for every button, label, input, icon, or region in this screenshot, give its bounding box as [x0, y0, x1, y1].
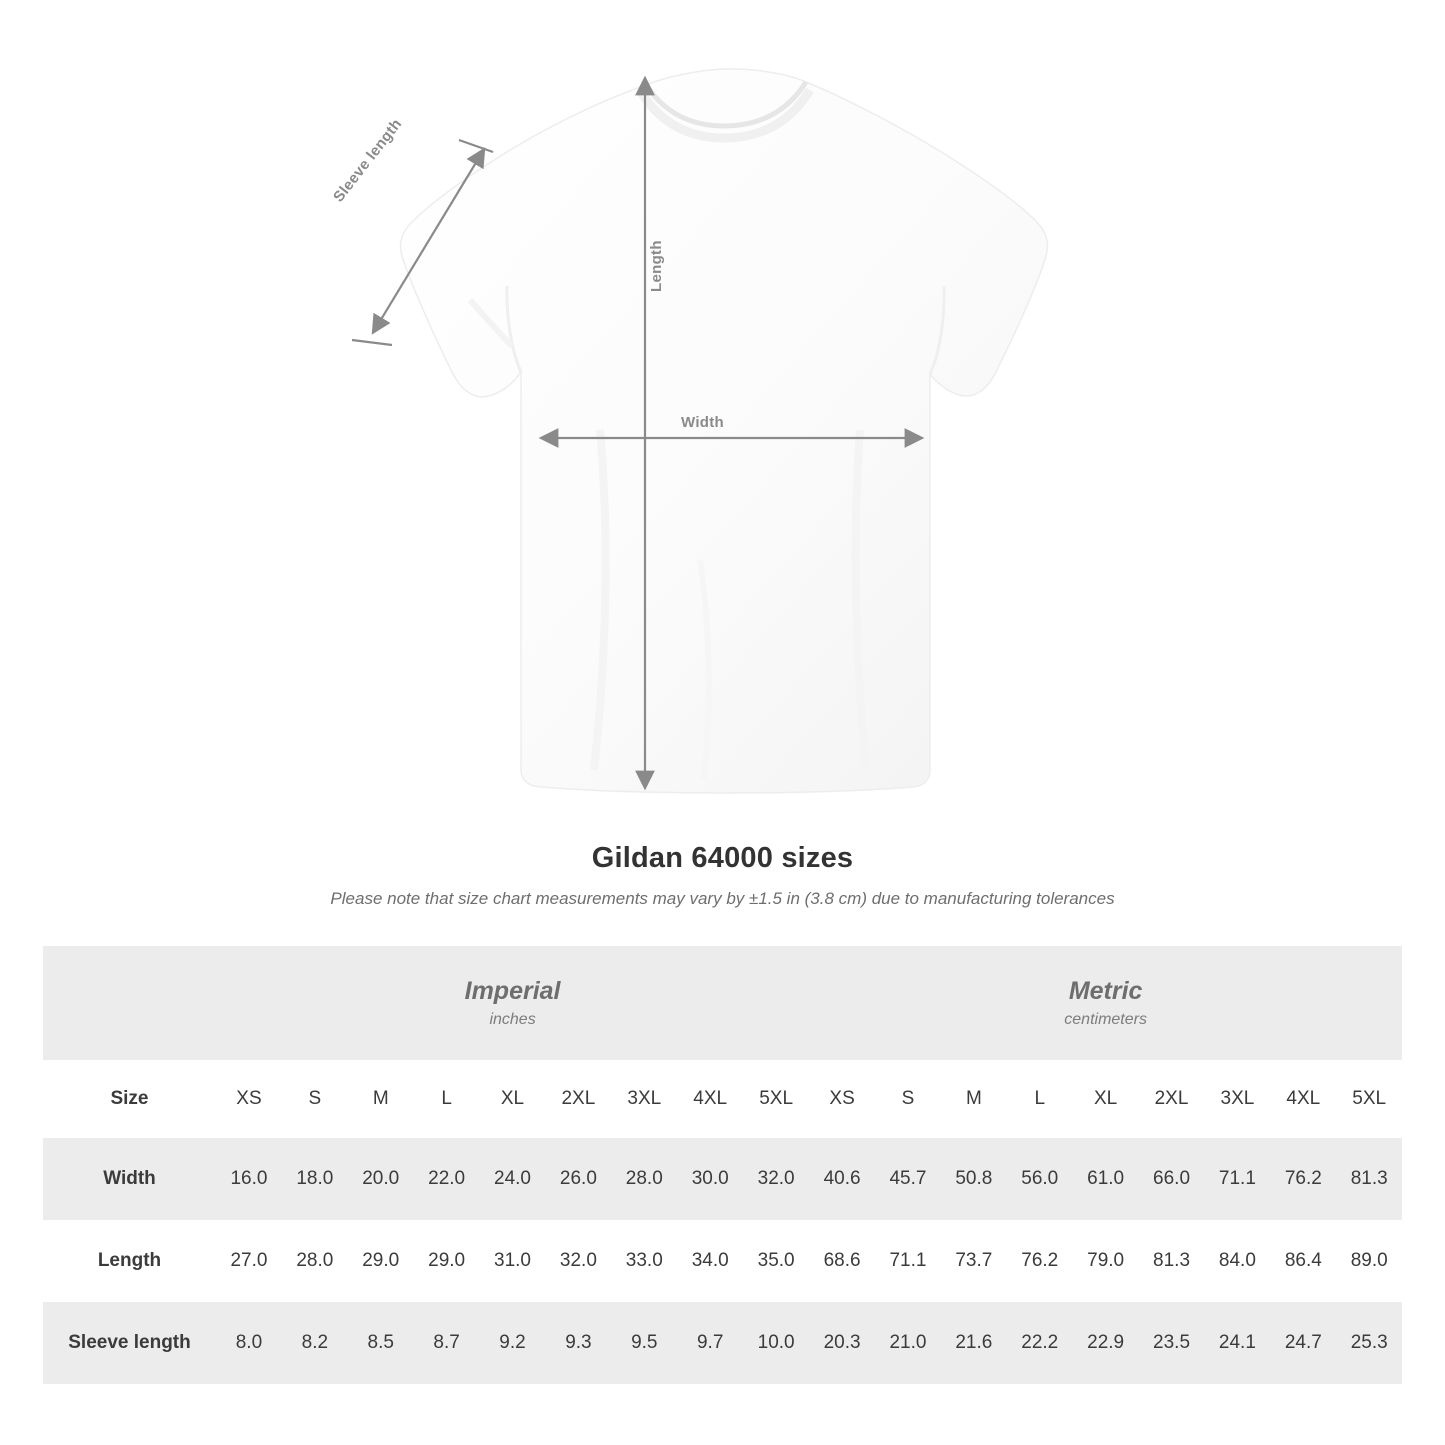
- cell-length-imperial-4xl: 34.0: [677, 1220, 743, 1302]
- cell-length-imperial-l: 29.0: [414, 1220, 480, 1302]
- cell-width-imperial-3xl: 28.0: [611, 1138, 677, 1220]
- size-header-metric-xl: XL: [1073, 1060, 1139, 1138]
- metric-group-header: [809, 946, 1402, 1060]
- cell-length-imperial-s: 28.0: [282, 1220, 348, 1302]
- cell-sleeve-metric-xs: 20.3: [809, 1302, 875, 1384]
- cell-width-imperial-2xl: 26.0: [545, 1138, 611, 1220]
- size-header-imperial-2xl: 2XL: [545, 1060, 611, 1138]
- cell-width-imperial-4xl: 30.0: [677, 1138, 743, 1220]
- cell-sleeve-imperial-s: 8.2: [282, 1302, 348, 1384]
- size-header-metric-5xl: 5XL: [1336, 1060, 1402, 1138]
- size-header-imperial-l: L: [414, 1060, 480, 1138]
- imperial-title: Imperial: [464, 976, 561, 1005]
- row-label-length: Length: [43, 1220, 216, 1302]
- cell-sleeve-metric-s: 21.0: [875, 1302, 941, 1384]
- size-table-wrapper: [43, 946, 1402, 1384]
- cell-length-metric-2xl: 81.3: [1139, 1220, 1205, 1302]
- cell-width-metric-5xl: 81.3: [1336, 1138, 1402, 1220]
- size-header-imperial-m: M: [348, 1060, 414, 1138]
- cell-length-metric-xl: 79.0: [1073, 1220, 1139, 1302]
- size-header-metric-xs: XS: [809, 1060, 875, 1138]
- length-label: Length: [648, 240, 665, 292]
- cell-length-metric-l: 76.2: [1007, 1220, 1073, 1302]
- cell-width-metric-s: 45.7: [875, 1138, 941, 1220]
- cell-sleeve-metric-5xl: 25.3: [1336, 1302, 1402, 1384]
- row-label-width: Width: [43, 1138, 216, 1220]
- size-table: [43, 946, 1402, 1384]
- cell-length-imperial-5xl: 35.0: [743, 1220, 809, 1302]
- cell-sleeve-imperial-4xl: 9.7: [677, 1302, 743, 1384]
- cell-length-metric-3xl: 84.0: [1204, 1220, 1270, 1302]
- cell-sleeve-metric-xl: 22.9: [1073, 1302, 1139, 1384]
- cell-width-imperial-5xl: 32.0: [743, 1138, 809, 1220]
- unit-spacer: [43, 946, 216, 1060]
- cell-width-metric-m: 50.8: [941, 1138, 1007, 1220]
- cell-sleeve-imperial-5xl: 10.0: [743, 1302, 809, 1384]
- cell-sleeve-imperial-m: 8.5: [348, 1302, 414, 1384]
- cell-length-metric-xs: 68.6: [809, 1220, 875, 1302]
- metric-subtitle: centimeters: [1064, 1011, 1147, 1029]
- cell-length-metric-4xl: 86.4: [1270, 1220, 1336, 1302]
- table-row: [43, 1220, 1402, 1302]
- cell-sleeve-metric-l: 22.2: [1007, 1302, 1073, 1384]
- width-label: Width: [681, 414, 725, 431]
- cell-length-imperial-2xl: 32.0: [545, 1220, 611, 1302]
- cell-sleeve-metric-3xl: 24.1: [1204, 1302, 1270, 1384]
- size-header-metric-m: M: [941, 1060, 1007, 1138]
- cell-sleeve-imperial-2xl: 9.3: [545, 1302, 611, 1384]
- imperial-group-header: [216, 946, 809, 1060]
- size-header-imperial-5xl: 5XL: [743, 1060, 809, 1138]
- row-label-sleeve-length: Sleeve length: [43, 1302, 216, 1384]
- size-header-imperial-4xl: 4XL: [677, 1060, 743, 1138]
- cell-length-imperial-xs: 27.0: [216, 1220, 282, 1302]
- size-header-metric-l: L: [1007, 1060, 1073, 1138]
- cell-length-metric-s: 71.1: [875, 1220, 941, 1302]
- cell-width-imperial-xl: 24.0: [480, 1138, 546, 1220]
- table-row: [43, 1138, 1402, 1220]
- sleeve-length-label: Sleeve length: [330, 115, 406, 206]
- cell-width-metric-l: 56.0: [1007, 1138, 1073, 1220]
- table-row: [43, 1302, 1402, 1384]
- cell-sleeve-imperial-xs: 8.0: [216, 1302, 282, 1384]
- size-header-metric-4xl: 4XL: [1270, 1060, 1336, 1138]
- cell-width-imperial-xs: 16.0: [216, 1138, 282, 1220]
- size-header-metric-3xl: 3XL: [1204, 1060, 1270, 1138]
- cell-width-imperial-l: 22.0: [414, 1138, 480, 1220]
- size-header-imperial-xs: XS: [216, 1060, 282, 1138]
- cell-width-imperial-m: 20.0: [348, 1138, 414, 1220]
- cell-length-imperial-3xl: 33.0: [611, 1220, 677, 1302]
- cell-width-metric-3xl: 71.1: [1204, 1138, 1270, 1220]
- size-header-imperial-s: S: [282, 1060, 348, 1138]
- cell-sleeve-metric-2xl: 23.5: [1139, 1302, 1205, 1384]
- cell-length-imperial-m: 29.0: [348, 1220, 414, 1302]
- cell-sleeve-imperial-3xl: 9.5: [611, 1302, 677, 1384]
- cell-width-imperial-s: 18.0: [282, 1138, 348, 1220]
- size-header-imperial-3xl: 3XL: [611, 1060, 677, 1138]
- cell-sleeve-metric-4xl: 24.7: [1270, 1302, 1336, 1384]
- size-header-imperial-xl: XL: [480, 1060, 546, 1138]
- unit-header-row: [43, 946, 1402, 1060]
- cell-length-metric-5xl: 89.0: [1336, 1220, 1402, 1302]
- cell-length-metric-m: 73.7: [941, 1220, 1007, 1302]
- cell-sleeve-imperial-l: 8.7: [414, 1302, 480, 1384]
- metric-title: Metric: [1068, 976, 1143, 1005]
- size-header-metric-s: S: [875, 1060, 941, 1138]
- size-header-row: [43, 1060, 1402, 1138]
- cell-width-metric-xs: 40.6: [809, 1138, 875, 1220]
- tolerance-note: Please note that size chart measurements may vary by ±1.5 in (3.8 cm) due to manufacturing tolerances: [330, 889, 1115, 908]
- page-title: Gildan 64000 sizes: [591, 842, 854, 874]
- cell-width-metric-2xl: 66.0: [1139, 1138, 1205, 1220]
- size-row-header: Size: [43, 1060, 216, 1138]
- cell-width-metric-xl: 61.0: [1073, 1138, 1139, 1220]
- cell-width-metric-4xl: 76.2: [1270, 1138, 1336, 1220]
- size-header-metric-2xl: 2XL: [1139, 1060, 1205, 1138]
- cell-sleeve-metric-m: 21.6: [941, 1302, 1007, 1384]
- imperial-subtitle: inches: [489, 1011, 536, 1029]
- cell-length-imperial-xl: 31.0: [480, 1220, 546, 1302]
- cell-sleeve-imperial-xl: 9.2: [480, 1302, 546, 1384]
